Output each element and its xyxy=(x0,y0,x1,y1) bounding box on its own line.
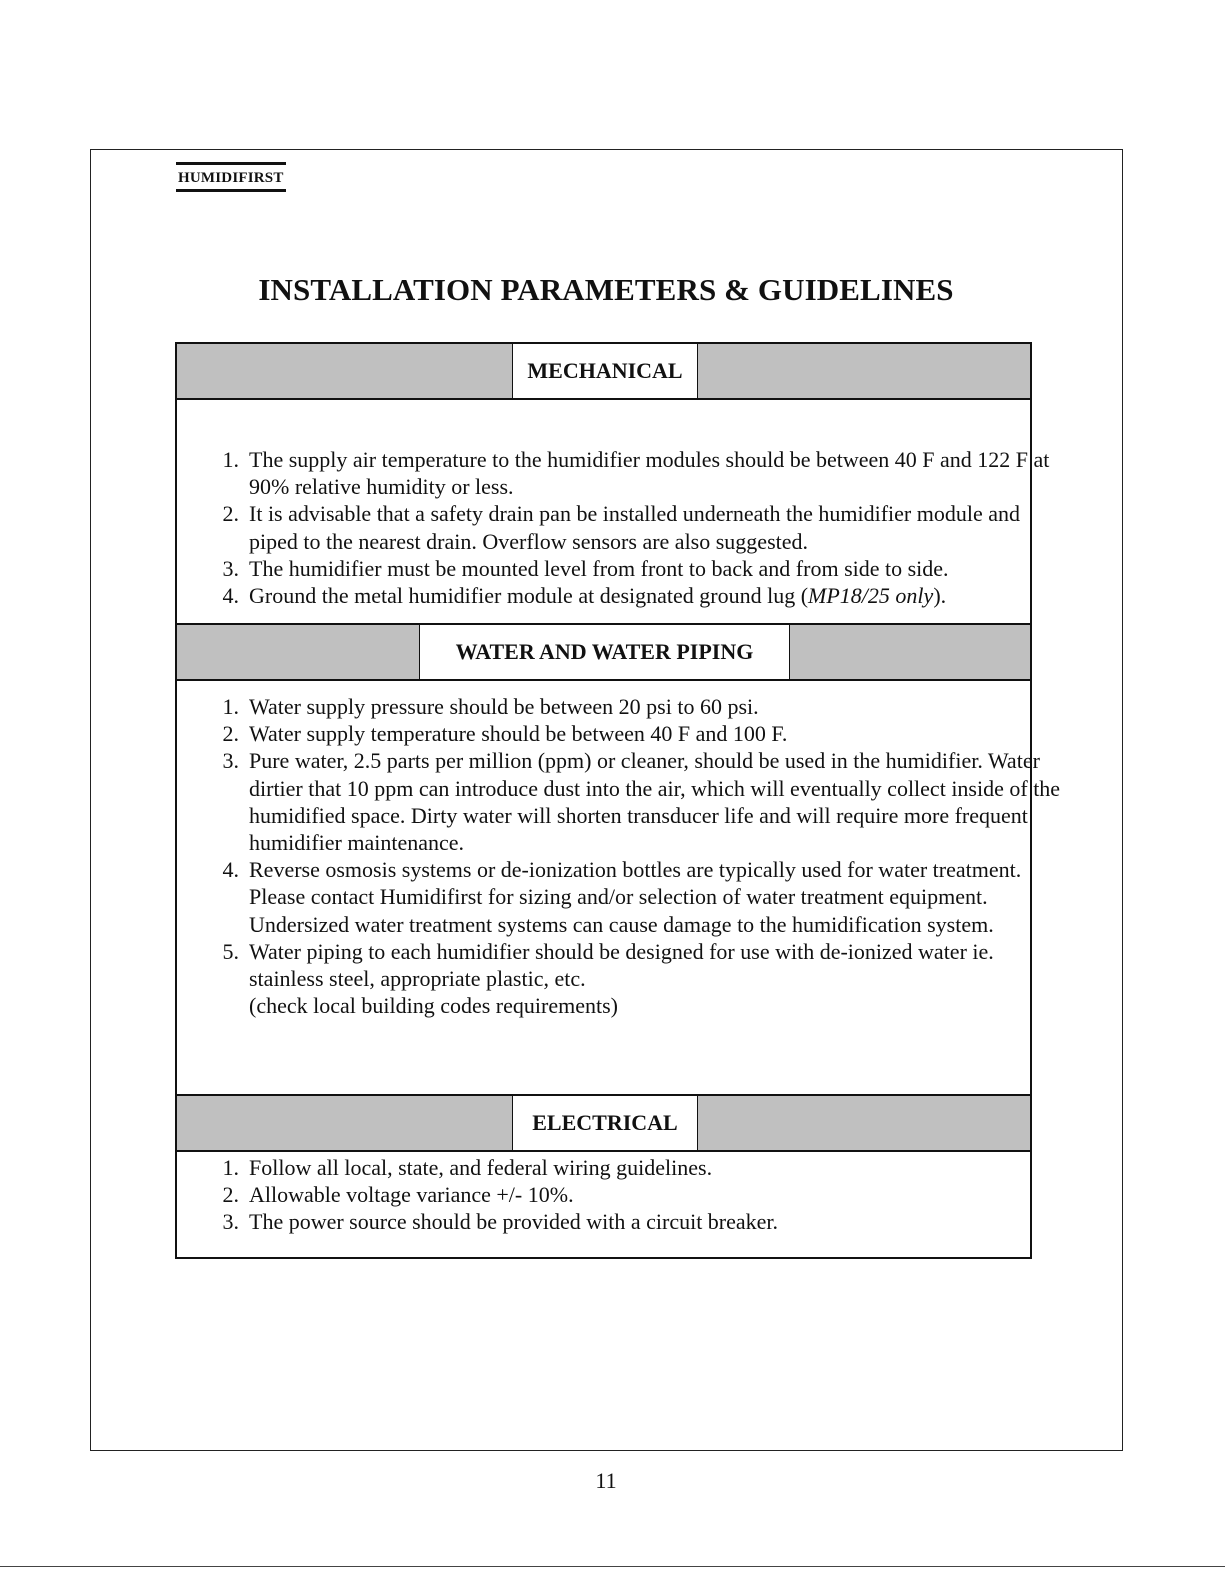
guidelines-table xyxy=(175,342,1061,1259)
list-item: 1. Water supply pressure should be between 20 psi to 60 psi. xyxy=(222,694,759,719)
model-note: MP18/25 only xyxy=(808,583,934,609)
water-list xyxy=(177,693,1061,1019)
list-item: 4. Reverse osmosis systems or de-ionization bottles are typically used for water treatment. Please contact Humidifirst for sizing and/or selection of water treatment equipment. Undersized water treatment systems can cause damage to the humidification system. xyxy=(222,857,1022,937)
section-title-mechanical: MECHANICAL xyxy=(512,344,698,398)
section-header-water xyxy=(177,623,1030,681)
brand-logo: HUMIDIFIRST xyxy=(176,162,286,192)
section-body-mechanical xyxy=(177,400,1050,623)
codes-note: (check local building codes requirements) xyxy=(249,993,618,1019)
list-item: 5. Water piping to each humidifier should be designed for use with de-ionized water ie. stainless steel, appropriate plastic, etc. (check local building codes requirements) xyxy=(222,938,994,1019)
section-body-electrical xyxy=(177,1152,1030,1257)
list-item: 2. It is advisable that a safety drain pan be installed underneath the humidifier module and piped to the nearest drain. Overflow sensors are also suggested. xyxy=(222,501,1020,554)
list-item: 3. The power source should be provided with a circuit breaker. xyxy=(222,1209,779,1235)
list-item: 2. Allowable voltage variance +/- 10%. xyxy=(222,1182,574,1208)
section-title-electrical: ELECTRICAL xyxy=(512,1096,698,1150)
list-item: 3. Pure water, 2.5 parts per million (ppm) or cleaner, should be used in the humidifier. Water dirtier that 10 ppm can introduce dust into the air, which will eventually collect inside of the humidified space. Dirty water will shorten transducer life and will require more frequent humidifier maintenance. xyxy=(222,748,1061,856)
list-item: 3. The humidifier must be mounted level from front to back and from side to side. xyxy=(222,555,949,581)
section-header-mechanical xyxy=(177,344,1030,400)
list-item: 1. The supply air temperature to the humidifier modules should be between 40 F and 122 F at 90% relative humidity or less. xyxy=(222,447,1050,500)
page-number: 11 xyxy=(595,1468,617,1493)
page-title: INSTALLATION PARAMETERS & GUIDELINES xyxy=(258,272,954,307)
section-header-electrical xyxy=(177,1094,1030,1152)
list-item: 1. Follow all local, state, and federal wiring guidelines. xyxy=(222,1155,713,1180)
list-item: 4. Ground the metal humidifier module at designated ground lug (MP18/25 only). xyxy=(222,583,947,609)
list-item: 2. Water supply temperature should be between 40 F and 100 F. xyxy=(222,721,788,747)
section-title-water: WATER AND WATER PIPING xyxy=(419,625,790,679)
bottom-divider xyxy=(0,1566,1225,1567)
mechanical-list xyxy=(177,446,1059,609)
section-body-water xyxy=(177,681,1061,1094)
electrical-list xyxy=(177,1154,1059,1236)
